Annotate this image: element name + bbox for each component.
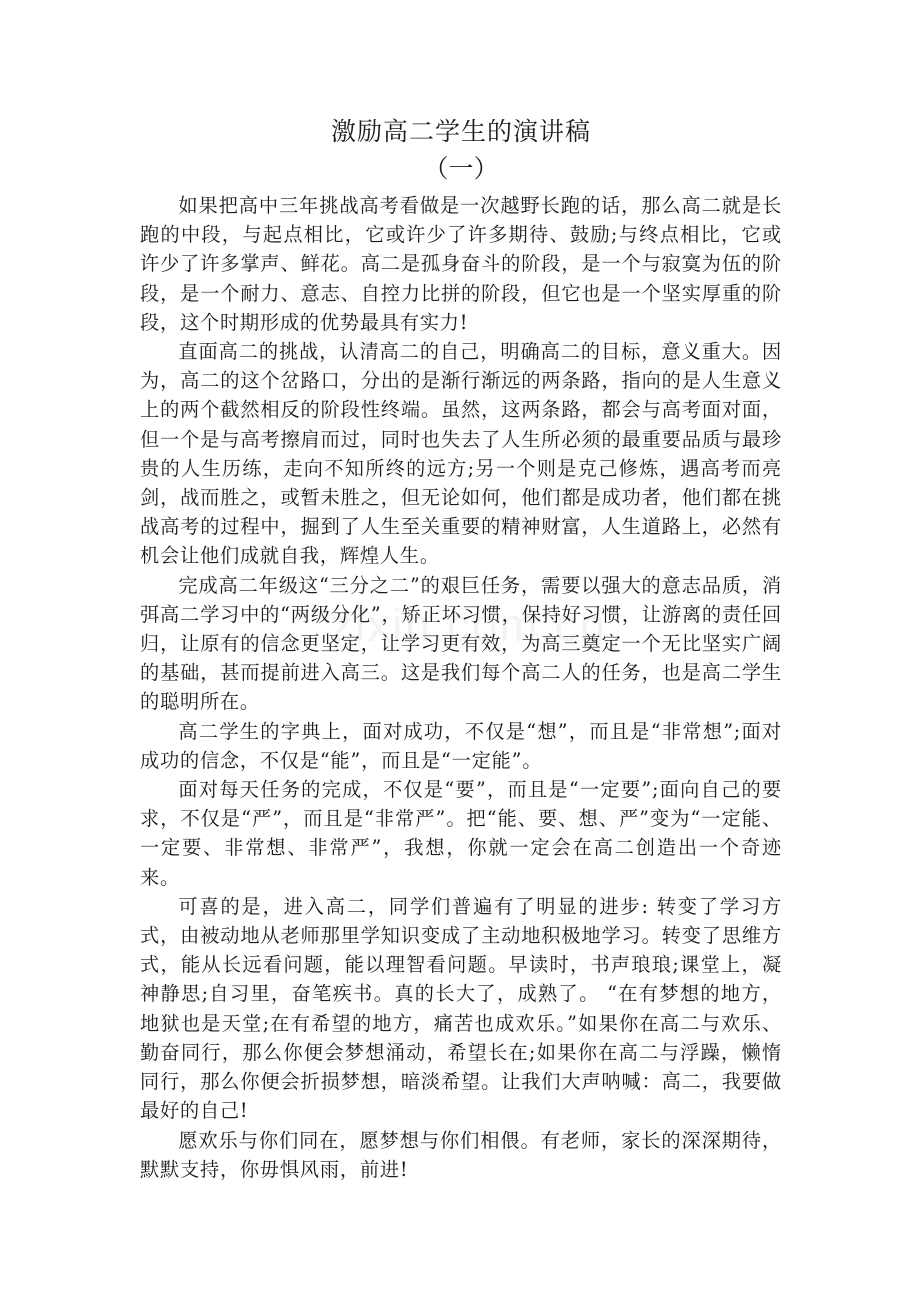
paragraph: 愿欢乐与你们同在，愿梦想与你们相偎。有老师，家长的深深期待，默默支持，你毋惧风雨，前进! (140, 1128, 782, 1181)
paragraph: 如果把高中三年挑战高考看做是一次越野长跑的话，那么高二就是长跑的中段，与起点相比，它或许少了许多期待、鼓励;与终点相比，它或许少了许多掌声、鲜花。高二是孤身奋斗的阶段，是一个与寂寞为伍的阶段，是一个耐力、意志、自控力比拼的阶段，但它也是一个坚实厚重的阶段，这个时期形成的优势最具有实力! (140, 194, 782, 334)
document-body (140, 113, 782, 1184)
paragraph: 直面高二的挑战，认清高二的自己，明确高二的目标，意义重大。因为，高二的这个岔路口，分出的是渐行渐远的两条路，指向的是人生意义上的两个截然相反的阶段性终端。虽然，这两条路，都会与高考面对面，但一个是与高考擦肩而过，同时也失去了人生所必须的最重要品质与最珍贵的人生历练，走向不知所终的远方;另一个则是克己修炼，遇高考而亮剑，战而胜之，或暂未胜之，但无论如何，他们都是成功者，他们都在挑战高考的过程中，掘到了人生至关重要的精神财富，人生道路上，必然有机会让他们成就自我，辉煌人生。 (140, 340, 782, 568)
paragraph: 面对每天任务的完成，不仅是“要”，而且是“一定要”;面向自己的要求，不仅是“严”，而且是“非常严”。把“能、要、想、严”变为“一定能、一定要、非常想、非常严”，我想，你就一定会在高二创造出一个奇迹来。 (140, 778, 782, 889)
paragraph: 高二学生的字典上，面对成功，不仅是“想”，而且是“非常想”;面对成功的信念，不仅是“能”，而且是“一定能”。 (140, 719, 782, 772)
page-title: 激励高二学生的演讲稿 (330, 117, 591, 146)
paragraph: 完成高二年级这“三分之二”的艰巨任务，需要以强大的意志品质，消弭高二学习中的“两级分化”，矫正坏习惯，保持好习惯，让游离的责任回归，让原有的信念更坚定，让学习更有效，为高三奠定一个无比坚实广阔的基础，甚而提前进入高三。这是我们每个高二人的任务，也是高二学生的聪明所在。 (140, 573, 782, 714)
paragraph: 可喜的是，进入高二，同学们普遍有了明显的进步: 转变了学习方式，由被动地从老师那里学知识变成了主动地积极地学习。转变了思维方式，能从长远看问题，能以理智看问题。早读时，书声琅琅;课堂上，凝神静思;自习里，奋笔疾书。真的长大了，成熟了。 “在有梦想的地方，地狱也是天堂;在有希望的地方，痛苦也成欢乐。”如果你在高二与欢乐、勤奋同行，那么你便会梦想涌动，希望长在;如果你在高二与浮躁，懒惰同行，那么你便会折损梦想，暗淡希望。让我们大声呐喊：高二，我要做最好的自己! (140, 894, 782, 1123)
section-number: （一） (423, 154, 499, 183)
